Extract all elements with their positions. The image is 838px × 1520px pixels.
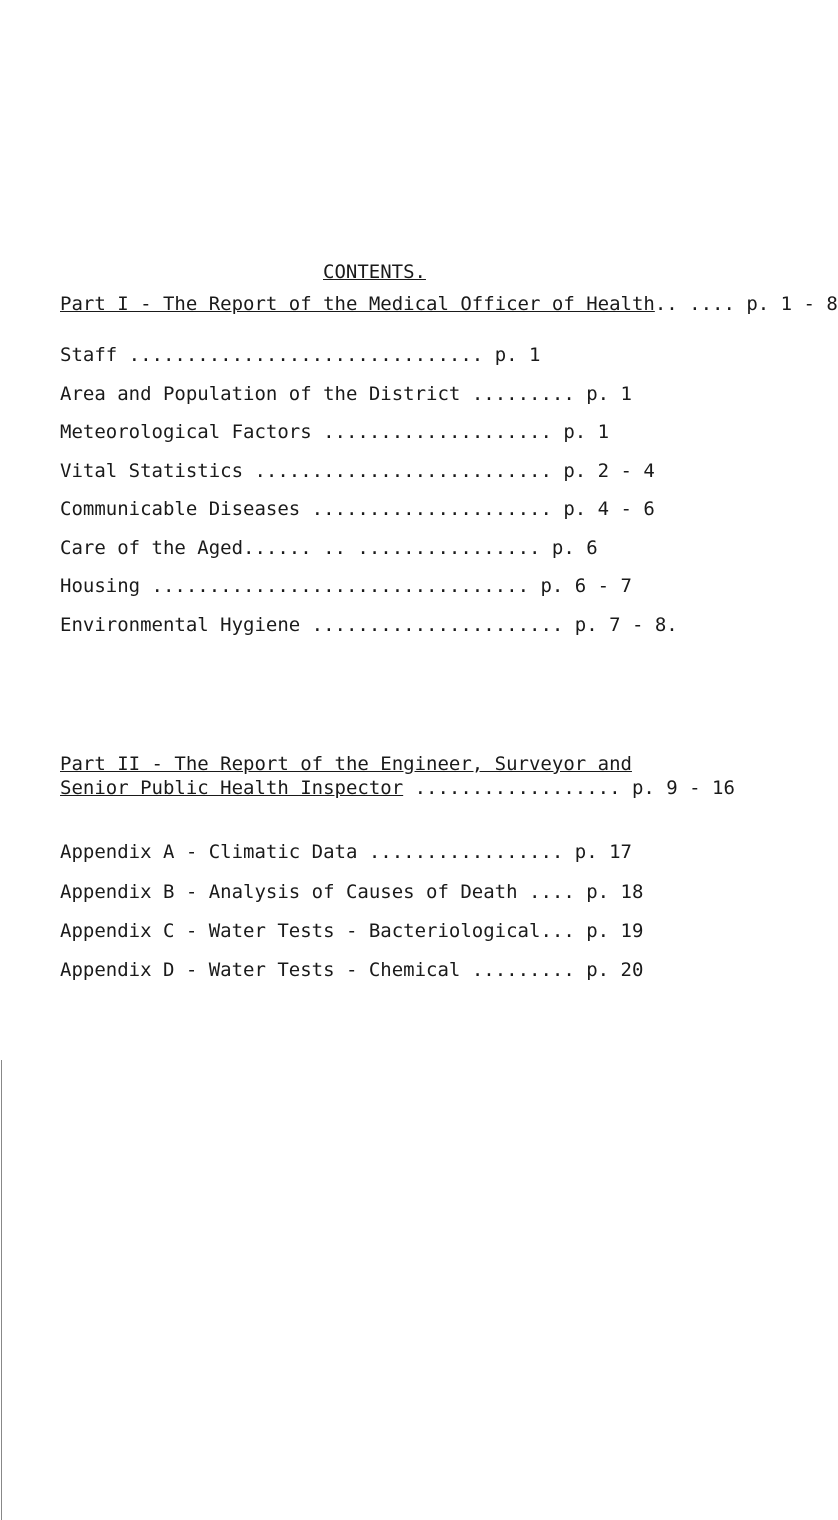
entry-leader: ......... <box>471 383 575 405</box>
appendix-leader: ... <box>540 920 575 942</box>
entry-page: p. 1 <box>551 421 610 443</box>
entry-label: Vital Statistics <box>60 460 255 482</box>
entry-label: Care of the Aged <box>60 537 244 559</box>
entry-leader: ................................. <box>151 575 530 597</box>
entry-label: Communicable Diseases <box>60 498 312 520</box>
entry-leader: .......................... <box>254 460 552 482</box>
appendix-entry <box>60 880 643 904</box>
entry-page: p. 4 - 6 <box>551 498 655 520</box>
part2-heading-line2 <box>60 776 735 800</box>
entry-page: p. 1 <box>574 383 632 405</box>
appendix-page: p. 19 <box>574 920 644 942</box>
toc-entry <box>60 343 540 367</box>
appendix-page: p. 20 <box>574 959 644 981</box>
entry-label: Housing <box>60 575 152 597</box>
entry-label: Area and Population of the District <box>60 383 472 405</box>
part2-heading-line1 <box>60 752 632 776</box>
toc-entry <box>60 574 632 598</box>
appendix-leader: ......... <box>471 959 575 981</box>
entry-leader: ...................... <box>311 614 564 636</box>
appendix-entry <box>60 840 632 864</box>
entry-leader: ...... .. ................ <box>243 537 541 559</box>
appendix-leader: .... <box>529 881 575 903</box>
entry-page: p. 6 <box>540 537 598 559</box>
appendix-label: Appendix B - Analysis of Causes of Death <box>60 881 529 903</box>
part1-pages: p. 1 - 8 <box>746 293 838 315</box>
entry-label: Meteorological Factors <box>60 421 324 443</box>
entry-page: p. 1 <box>483 344 541 366</box>
entry-page: p. 7 - 8. <box>563 614 678 636</box>
toc-entry <box>60 459 655 483</box>
entry-page: p. 2 - 4 <box>551 460 655 482</box>
toc-entry <box>60 420 609 444</box>
part2-heading-text1: Part II - The Report of the Engineer, Surveyor and <box>60 753 632 775</box>
part1-heading: Part I - The Report of the Medical Officer of Health <box>60 293 655 315</box>
part2-pages: p. 9 - 16 <box>620 777 735 799</box>
part1-heading-row <box>60 292 838 316</box>
part2-heading-text2: Senior Public Health Inspector <box>60 777 404 799</box>
entry-leader: ..................... <box>311 498 552 520</box>
appendix-entry <box>60 919 643 943</box>
toc-entry <box>60 613 678 637</box>
part1-leader: .. .... <box>654 293 747 315</box>
toc-entry <box>60 382 632 406</box>
toc-entry <box>60 497 655 521</box>
toc-entry <box>60 536 598 560</box>
appendix-page: p. 17 <box>563 841 632 863</box>
appendix-page: p. 18 <box>574 881 644 903</box>
appendix-label: Appendix A - Climatic Data <box>60 841 369 863</box>
page-title: CONTENTS. <box>323 261 426 283</box>
page-edge-line <box>1 1060 2 1520</box>
appendix-entry <box>60 958 643 982</box>
entry-leader: .................... <box>323 421 552 443</box>
entry-label: Environmental Hygiene <box>60 614 312 636</box>
appendix-label: Appendix D - Water Tests - Chemical <box>60 959 472 981</box>
appendix-leader: ................. <box>368 841 564 863</box>
part2-leader: .................. <box>403 777 621 799</box>
entry-leader: ............................... <box>128 344 484 366</box>
entry-label: Staff <box>60 344 129 366</box>
appendix-label: Appendix C - Water Tests - Bacteriological <box>60 920 541 942</box>
entry-page: p. 6 - 7 <box>529 575 632 597</box>
